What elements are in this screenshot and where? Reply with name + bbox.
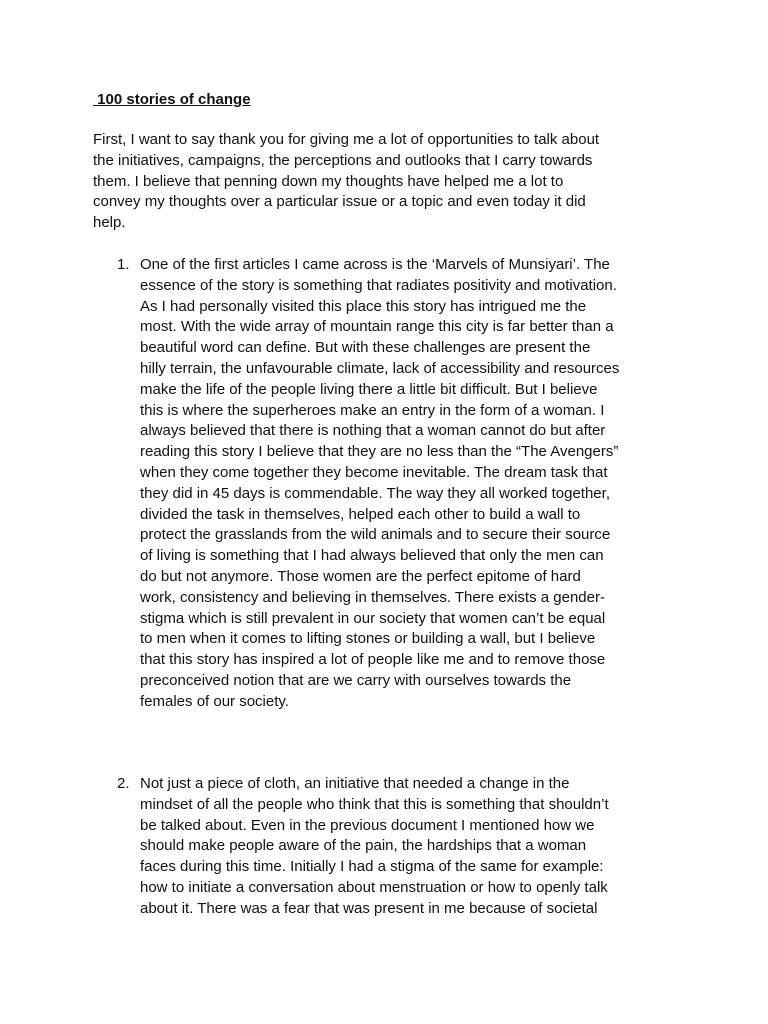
list-item-number: 2. xyxy=(117,775,130,792)
text-line: preconceived notion that are we carry with ourselves towards the xyxy=(140,671,572,689)
text-line: As I had personally visited this place this story has intrigued me the xyxy=(140,297,587,315)
text-line: hilly terrain, the unfavourable climate, lack of accessibility and resources xyxy=(140,359,620,377)
text-line: reading this story I believe that they are no less than the “The Avengers” xyxy=(140,443,619,461)
text-line: Not just a piece of cloth, an initiative that needed a change in the xyxy=(140,775,570,792)
text-line: faces during this time. Initially I had a stigma of the same for example: xyxy=(140,858,604,876)
text-line: this is where the superheroes make an entry in the form of a woman. I xyxy=(140,401,605,419)
intro-line: convey my thoughts over a particular issue or a topic and even today it did xyxy=(93,193,586,211)
list-item-number: 1. xyxy=(117,256,130,273)
text-line: protect the grasslands from the wild animals and to secure their source xyxy=(140,526,611,544)
text-line: One of the first articles I came across is the ‘Marvels of Munsiyari’. The xyxy=(140,256,610,273)
text-line: females of our society. xyxy=(140,692,289,710)
text-line: be talked about. Even in the previous document I mentioned how we xyxy=(140,816,595,834)
text-line: divided the task in themselves, helped each other to build a wall to xyxy=(140,505,581,523)
text-line: of living is something that I had always believed that only the men can xyxy=(140,547,604,565)
text-line: to men when it comes to lifting stones or building a wall, but I believe xyxy=(140,630,596,648)
text-line: beautiful word can define. But with these challenges are present the xyxy=(140,339,591,357)
list-item-text xyxy=(140,774,700,920)
text-line: mindset of all the people who think that this is something that shouldn’t xyxy=(140,795,609,813)
intro-line: First, I want to say thank you for giving me a lot of opportunities to talk about xyxy=(93,131,600,148)
text-line: do but not anymore. Those women are the perfect epitome of hard xyxy=(140,567,581,585)
text-line: always believed that there is nothing that a woman cannot do but after xyxy=(140,422,606,440)
text-line: that this story has inspired a lot of people like me and to remove those xyxy=(140,651,606,669)
list-item-text xyxy=(140,255,700,713)
intro-line: them. I believe that penning down my thoughts have helped me a lot to xyxy=(93,172,564,190)
document-title: 100 stories of change xyxy=(93,91,251,108)
text-line: should make people aware of the pain, the hardships that a woman xyxy=(140,837,587,855)
text-line: make the life of the people living there a little bit difficult. But I believe xyxy=(140,380,598,398)
intro-line: the initiatives, campaigns, the perceptions and outlooks that I carry towards xyxy=(93,151,593,169)
text-line: how to initiate a conversation about menstruation or how to openly talk xyxy=(140,878,608,896)
text-line: most. With the wide array of mountain range this city is far better than a xyxy=(140,318,614,336)
text-line: essence of the story is something that radiates positivity and motivation. xyxy=(140,276,617,294)
text-line: work, consistency and believing in themselves. There exists a gender- xyxy=(140,588,605,606)
intro-paragraph xyxy=(93,130,693,234)
text-line: they did in 45 days is commendable. The way they all worked together, xyxy=(140,484,610,502)
text-line: stigma which is still prevalent in our society that women can’t be equal xyxy=(140,609,606,627)
text-line: about it. There was a fear that was present in me because of societal xyxy=(140,899,598,917)
intro-line: help. xyxy=(93,214,126,232)
text-line: when they come together they become inevitable. The dream task that xyxy=(140,463,608,481)
